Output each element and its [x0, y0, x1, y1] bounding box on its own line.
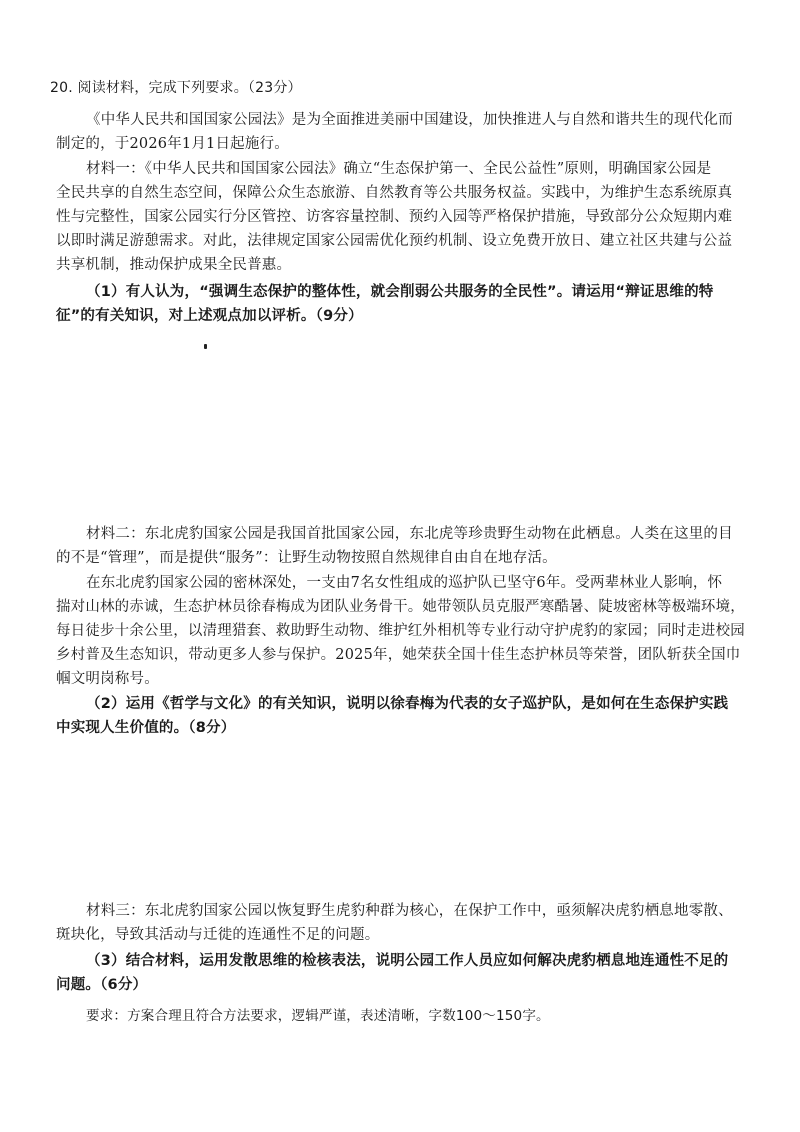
- subquestion1-line-2: 征”的有关知识，对上述观点加以评析。（9分）: [56, 308, 363, 324]
- material2-line-4: 揣对山林的赤诚，生态护林员徐春梅成为团队业务骨干。她带领队员克服严寒酷暑、陡坡密林等极端环境，: [56, 599, 745, 615]
- material1-line-1: 材料一：《中华人民共和国国家公园法》确立“生态保护第一、全民公益性”原则，明确国家公园是: [86, 161, 712, 177]
- answer-space-2[interactable]: [60, 744, 740, 894]
- material1-line-4: 以即时满足游憩需求。对此，法律规定国家公园需优化预约机制、设立免费开放日、建立社区共建与公益: [56, 233, 733, 249]
- material2-line-6: 乡村普及生态知识，带动更多人参与保护。2025年，她荣获全国十佳生态护林员等荣誉，团队斩获全国巾: [56, 647, 741, 663]
- scan-speck: [204, 344, 207, 349]
- intro-line-2: 制定的，于2026年1月1日起施行。: [56, 136, 289, 152]
- requirement-line: 要求：方案合理且符合方法要求，逻辑严谨，表述清晰，字数100～150字。: [86, 1008, 550, 1024]
- subquestion2-line-2: 中实现人生价值的。（8分）: [56, 720, 236, 736]
- answer-space-3[interactable]: [60, 1034, 740, 1124]
- material2-line-1: 材料二：东北虎豹国家公园是我国首批国家公园，东北虎等珍贵野生动物在此栖息。人类在这里的目: [86, 526, 733, 542]
- material3-line-1: 材料三：东北虎豹国家公园以恢复野生虎豹种群为核心，在保护工作中，亟须解决虎豹栖息地零散、: [86, 903, 733, 919]
- material1-line-2: 全民共享的自然生态空间，保障公众生态旅游、自然教育等公共服务权益。实践中，为维护生态系统原真: [56, 185, 733, 201]
- material2-line-2: 的不是“管理”，而是提供“服务”：让野生动物按照自然规律自由自在地存活。: [56, 550, 557, 566]
- subquestion3-line-1: （3）结合材料，运用发散思维的检核表法，说明公园工作人员应如何解决虎豹栖息地连通性不足的: [86, 953, 729, 969]
- material1-line-3: 性与完整性，国家公园实行分区管控、访客容量控制、预约入园等严格保护措施，导致部分公众短期内难: [56, 209, 733, 225]
- subquestion3-line-2: 问题。（6分）: [56, 977, 148, 993]
- material2-line-5: 每日徒步十余公里，以清理猎套、救助野生动物、维护红外相机等专业行动守护虎豹的家园；同时走进校园: [56, 623, 745, 639]
- material1-line-5: 共享机制，推动保护成果全民普惠。: [56, 257, 292, 273]
- material2-line-3: 在东北虎豹国家公园的密林深处，一支由7名女性组成的巡护队已坚守6年。受两辈林业人影响，怀: [86, 575, 723, 591]
- subquestion2-line-1: （2）运用《哲学与文化》的有关知识，说明以徐春梅为代表的女子巡护队，是如何在生态保护实践: [86, 696, 729, 712]
- material3-line-2: 斑块化，导致其活动与迁徙的连通性不足的问题。: [56, 927, 380, 943]
- material2-line-7: 帼文明岗称号。: [56, 671, 159, 687]
- question-heading: 20. 阅读材料，完成下列要求。（23分）: [50, 80, 302, 96]
- subquestion1-line-1: （1）有人认为，“强调生态保护的整体性，就会削弱公共服务的全民性”。请运用“辩证思维的特: [86, 284, 714, 300]
- answer-space-1[interactable]: [60, 332, 740, 512]
- intro-line-1: 《中华人民共和国国家公园法》是为全面推进美丽中国建设，加快推进人与自然和谐共生的现代化而: [86, 112, 733, 128]
